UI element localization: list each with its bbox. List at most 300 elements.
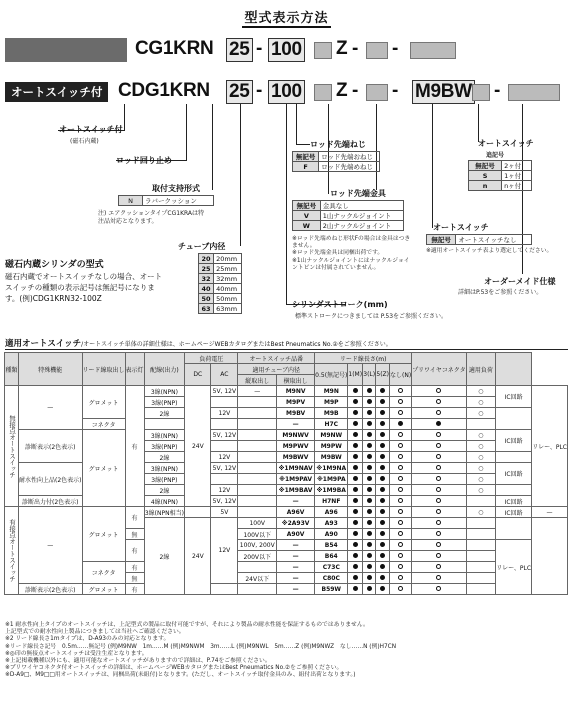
part-horizontal: C73C [315,562,348,573]
ac [238,430,277,441]
dash: - [392,38,399,59]
wire: 2線 [144,485,185,496]
lead-mark [390,485,412,496]
lead-mark [376,430,390,441]
lead-mark [412,474,466,485]
lead-mark [376,485,390,496]
auto-switch-badge: オートスイッチ付 [5,82,108,102]
lead-mark [376,496,390,507]
part-horizontal: M9BW [315,452,348,463]
switch-num-label: オートスイッチ [478,139,534,148]
lead-mark [348,584,363,595]
circle-icon [398,454,403,459]
part-horizontal: M9PW [315,441,348,452]
dc-12v: 12V [211,518,238,584]
wire: 3線(NPN相当) [144,507,185,518]
switch-table-title [5,337,392,349]
part-vertical: A96V [277,507,315,518]
part-vertical: M9NWV [277,430,315,441]
dc-volt [211,474,238,485]
rod-fit-value: 2山ナックルジョイント [320,221,403,231]
dc-blank [211,584,238,595]
func-none: — [19,507,83,584]
rod-fit-label: ロッド先端金具 [330,189,386,198]
lead-mark [412,463,466,474]
part-horizontal: C80C [315,573,348,584]
circle-icon [398,520,403,525]
dot-icon [380,509,385,514]
load [496,452,532,463]
dot-icon [380,553,385,558]
rod-end-row [293,162,380,172]
switch-num-code: n [469,181,502,191]
circle-icon [436,476,441,481]
header-l3: 3(L) [363,364,376,386]
lead-mark [412,518,466,529]
mount-table [118,195,214,206]
header-none: なし(N) [390,364,412,386]
model-suffix-1: Z [336,38,348,59]
ac: 100V以下 [238,529,277,540]
part-vertical: M9NV [277,386,315,397]
circle-icon [398,564,403,569]
circle-icon [436,498,441,503]
func-diag: 診断表示(2色表示) [19,430,83,463]
lead-mark [412,496,466,507]
part-vertical: M9BWV [277,452,315,463]
lead-mark [412,397,466,408]
load [496,408,532,430]
dot-icon [367,465,372,470]
header-applicable: 適用チューブ内径 [238,364,315,375]
stroke-label: シリンダストローク(mm) [292,300,388,309]
dc-volt: 5V [211,507,238,518]
dot-icon [353,432,358,437]
bore-value: 25mm [214,264,242,274]
dot-icon [353,465,358,470]
indicator: 無 [125,529,144,540]
lead-mark [412,408,466,419]
circle-icon [436,443,441,448]
header-part: オートスイッチ品番 [238,353,315,364]
lead-mark [376,551,390,562]
lead-mark [376,419,390,430]
footnote: ※プリワイヤコネクタ付オートスイッチの詳細は、ホームページWEBカタログまたはBest Pneumatics No.②をご参照ください。 [5,665,343,672]
indicator: 有 [125,584,144,595]
lead-mark [348,518,363,529]
lead-mark [363,408,376,419]
bore-table [198,253,242,314]
lead-mark [363,562,376,573]
lead-mark [348,474,363,485]
mount-note: 注) エアクッションタイプCG1KRAは特注品対応となります。 [98,210,205,225]
switch-table [426,234,532,245]
lead-mark [348,463,363,474]
lead-mark [348,430,363,441]
part-vertical: ※1M9BAV [277,485,315,496]
dot-icon [380,542,385,547]
group-solid: 無接点オートスイッチ [5,386,19,507]
header-horiz: 横取出し [277,375,315,386]
switch-row [427,235,532,245]
lead-mark [412,485,466,496]
ac: — [238,386,277,397]
preconn: ○ [466,408,495,419]
dot-icon [380,388,385,393]
dot-icon [367,487,372,492]
header-type: 種類 [5,353,19,386]
rod-end-code: 無記号 [293,152,319,162]
dash: - [352,80,359,101]
leader-line [296,144,310,145]
indicator: 有 [125,507,144,529]
dot-icon [367,586,372,591]
dot-icon [367,520,372,525]
part-horizontal: M9NW [315,430,348,441]
lead-mark [390,584,412,595]
dash: - [392,80,399,101]
preconn [466,496,495,507]
circle-icon [436,465,441,470]
part-vertical: — [277,584,315,595]
lead-mark [390,430,412,441]
switch-num-code: S [469,171,502,181]
builtin-text: 磁石内蔵でオートスイッチなしの場合、オートスイッチの種類の表示記号は無記号になります。(例)CDG1KRN32-100Z [5,272,163,303]
ac [238,507,277,518]
lead-mark [412,430,466,441]
preconn: ○ [466,452,495,463]
lead-mark [376,540,390,551]
rod-fit-row [293,211,404,221]
bore-code: 50 [199,294,214,304]
model-box-2c [472,84,490,101]
preconn: ○ [466,474,495,485]
wire: 3線(NPN) [144,430,185,441]
lead-mark [390,518,412,529]
lead-mark [348,496,363,507]
dc-volt [211,397,238,408]
dot-icon [367,564,372,569]
switch-main-table [4,352,568,595]
part-vertical: — [277,562,315,573]
footnotes [5,622,568,680]
footnote: ※D-A9□、M9□□用オートスイッチは、同梱出荷(未組付)となります。(ただし、オートスイッチ取付金具のみ、組付出荷となります。) [5,672,356,679]
switch-num-value: 2ヶ付 [502,161,532,171]
lead-mark [363,540,376,551]
part-horizontal: ※1M9BA [316,486,346,494]
load-relay: リレー、PLC [496,540,532,595]
ac [238,474,277,485]
circle-icon [436,399,441,404]
part-vertical: — [277,551,315,562]
model-bore-2: 25 [226,80,253,104]
leader-line [212,104,213,190]
circle-icon [398,586,403,591]
dot-icon [367,553,372,558]
indicator: 無 [125,573,144,584]
circle-icon [398,410,403,415]
part-horizontal: B54 [315,540,348,551]
part-horizontal: ※1M9NA [316,464,347,472]
lead-mark [348,397,363,408]
dc-blank [185,507,211,518]
lead-mark [376,518,390,529]
circle-icon [398,432,403,437]
header-pre: プリワイヤコネクタ [412,353,466,386]
rod-fit-code: W [293,221,321,231]
circle-icon [398,443,403,448]
circle-icon [398,575,403,580]
lead-mark [412,562,466,573]
lead-mark [390,529,412,540]
dc-volt: 12V [211,408,238,419]
load-ic: IC回路 [496,496,532,507]
order-note: 詳細はP.53をご参照ください。 [458,289,543,296]
lead-mark [363,386,376,397]
wire: 2線 [144,452,185,463]
dot-icon [380,410,385,415]
lead-mark [390,463,412,474]
bore-code: 25 [199,264,214,274]
page-title: 型式表示方法 [244,11,329,26]
func-water: 耐水性向上品(2色表示) [19,463,83,496]
header-lead: リード線取出し [82,353,125,386]
lead-mark [376,573,390,584]
switch-value: オートスイッチなし [456,235,532,245]
preconn: ○ [466,463,495,474]
circle-icon [436,432,441,437]
lead-mark [390,540,412,551]
lead-mark [376,452,390,463]
lead-mark [376,562,390,573]
lead-mark [376,441,390,452]
lead-mark [363,419,376,430]
model-suffix-2: Z [336,80,348,101]
preconn: ○ [466,485,495,496]
part-vertical: M9PV [277,397,315,408]
part-horizontal: A90 [315,529,348,540]
switch-num-row [469,171,532,181]
header-row [5,353,568,364]
dot-icon [353,421,358,426]
indicator: 有 [125,562,144,573]
ac [238,485,277,496]
dot-icon [367,399,372,404]
rod-end-code: F [293,162,319,172]
dot-icon [367,542,372,547]
mount-code: N [119,196,143,206]
model-prefix-1: CG1KRN [135,38,214,59]
preconn [466,419,495,430]
indicator: 有 [125,540,144,562]
lead-mark [348,419,363,430]
load-ic: IC回路 [496,507,532,518]
rod-end-label: ロッド先端ねじ [310,140,366,149]
dot-icon [353,509,358,514]
dot-icon [380,531,385,536]
part-vertical: — [277,419,315,430]
wire: 2線 [144,518,185,595]
dot-icon [353,531,358,536]
leader-line [124,104,125,130]
lead-mark [376,474,390,485]
part-horizontal: H7NF [315,496,348,507]
dot-icon [380,465,385,470]
switch-num-value: 1ヶ付 [502,171,532,181]
part-vertical: — [277,496,315,507]
lead-mark [390,452,412,463]
dot-icon [353,575,358,580]
dash: - [256,80,263,101]
relay-dash: — [532,507,568,518]
auto-switch-label: オートスイッチ付 [59,125,123,134]
part-horizontal: M9P [315,397,348,408]
wire: 3線(PNP) [144,441,185,452]
wire: 4線(NPN) [144,496,185,507]
table-row [5,419,568,430]
lead-mark [363,507,376,518]
dot-icon [353,564,358,569]
lead-mark [390,397,412,408]
bore-row [199,254,242,264]
model-box-1a [314,42,332,59]
indicator: 有 [125,386,144,507]
model-switch-2: M9BW [412,80,475,104]
func-none: — [19,386,83,430]
dot-icon [353,443,358,448]
lead-mark [348,573,363,584]
lead-mark [348,452,363,463]
mount-value: ラバークッション [143,196,214,206]
dot-icon [380,498,385,503]
dot-icon [367,432,372,437]
rod-end-value: ロッド先端おねじ [319,152,380,162]
lead-mark [363,430,376,441]
part-vertical: A90V [277,529,315,540]
header-band [5,38,127,62]
rod-fit-table [292,200,404,231]
lead-mark [363,496,376,507]
model-box-1b [366,42,388,59]
wire: 3線(PNP) [144,474,185,485]
lead-mark [390,408,412,419]
lead-mark [390,474,412,485]
header-l5: 5(Z) [376,364,390,386]
rod-end-row [293,152,380,162]
part-horizontal: ※1M9PA [315,474,348,485]
stroke-note: 標準ストロークにつきましては P.53をご参照ください。 [295,313,448,320]
leader-line [186,104,187,160]
part-horizontal: A96 [315,507,348,518]
footnote: ※リード線長さ記号 0.5m……無記号 (例)M9NW 1m……M (例)M9NWM 3m……L (例)M9NWL 5m……Z (例)M9NWZ なし……N (例)H7CN [5,643,397,650]
preconn: ○ [466,386,495,397]
load-ic: IC回路 [496,386,532,408]
dash: - [494,80,501,101]
circle-icon [436,520,441,525]
dc-volt: 5V, 12V [212,497,237,505]
lead-mark [412,573,466,584]
preconn: ○ [466,397,495,408]
lead-mark [363,397,376,408]
circle-icon [398,498,403,503]
dot-icon [367,454,372,459]
circle-icon [398,388,403,393]
header-leadlen: リード線長さ(m) [315,353,412,364]
circle-icon [436,542,441,547]
circle-icon [436,454,441,459]
lead-mark [348,562,363,573]
lead-mark [390,551,412,562]
preconn: ○ [466,430,495,441]
auto-switch-sub: (磁石内蔵) [70,138,99,145]
func-diag: 診断表示(2色表示) [19,584,83,595]
lead-mark [363,452,376,463]
switch-label: オートスイッチ [433,223,489,232]
dot-icon [380,443,385,448]
lead-mark [412,452,466,463]
dot-icon [380,476,385,481]
dc-volt: 12V [211,485,238,496]
part-vertical: — [277,573,315,584]
bore-row [199,294,242,304]
part-horizontal: B64 [315,551,348,562]
preconn [466,562,495,573]
circle-icon [436,487,441,492]
bore-value: 63mm [214,304,242,314]
lead-mark [376,408,390,419]
header-vert: 縦取出し [238,375,277,386]
dc-24v: 24V [185,386,211,507]
preconn [466,551,495,562]
dot-icon [353,399,358,404]
lead-mark [376,463,390,474]
lead-grommet: グロメット [82,386,125,419]
wire: 3線(PNP) [144,397,185,408]
lead-mark [348,485,363,496]
load-ic: IC回路 [496,430,532,452]
preconn [466,529,495,540]
ac [238,562,277,573]
dot-icon [380,487,385,492]
rod-fit-row [293,201,404,211]
lead-mark [412,584,466,595]
ac [238,419,277,430]
header-ind: 表示灯 [125,353,144,386]
header-volt: 負荷電圧 [185,353,238,364]
dot-icon [380,399,385,404]
lead-mark [376,507,390,518]
circle-icon [436,575,441,580]
part-horizontal: B59W [315,584,348,595]
dot-icon [380,575,385,580]
dc-volt: 5V, 12V [212,387,237,395]
part-horizontal: M9N [315,386,348,397]
header-blank [496,353,532,386]
lead-mark [376,397,390,408]
dot-icon [367,498,372,503]
load [496,518,532,540]
dot-icon [353,487,358,492]
footnote: ※◎印の無接点オートスイッチは受注生産となります。 [5,650,148,657]
lead-mark [412,551,466,562]
lead-connector: コネクタ [82,562,125,584]
preconn: ○ [466,441,495,452]
circle-icon [436,410,441,415]
circle-icon [436,586,441,591]
model-box-2d [508,84,560,101]
circle-icon [436,531,441,536]
preconn: ○ [466,507,495,518]
